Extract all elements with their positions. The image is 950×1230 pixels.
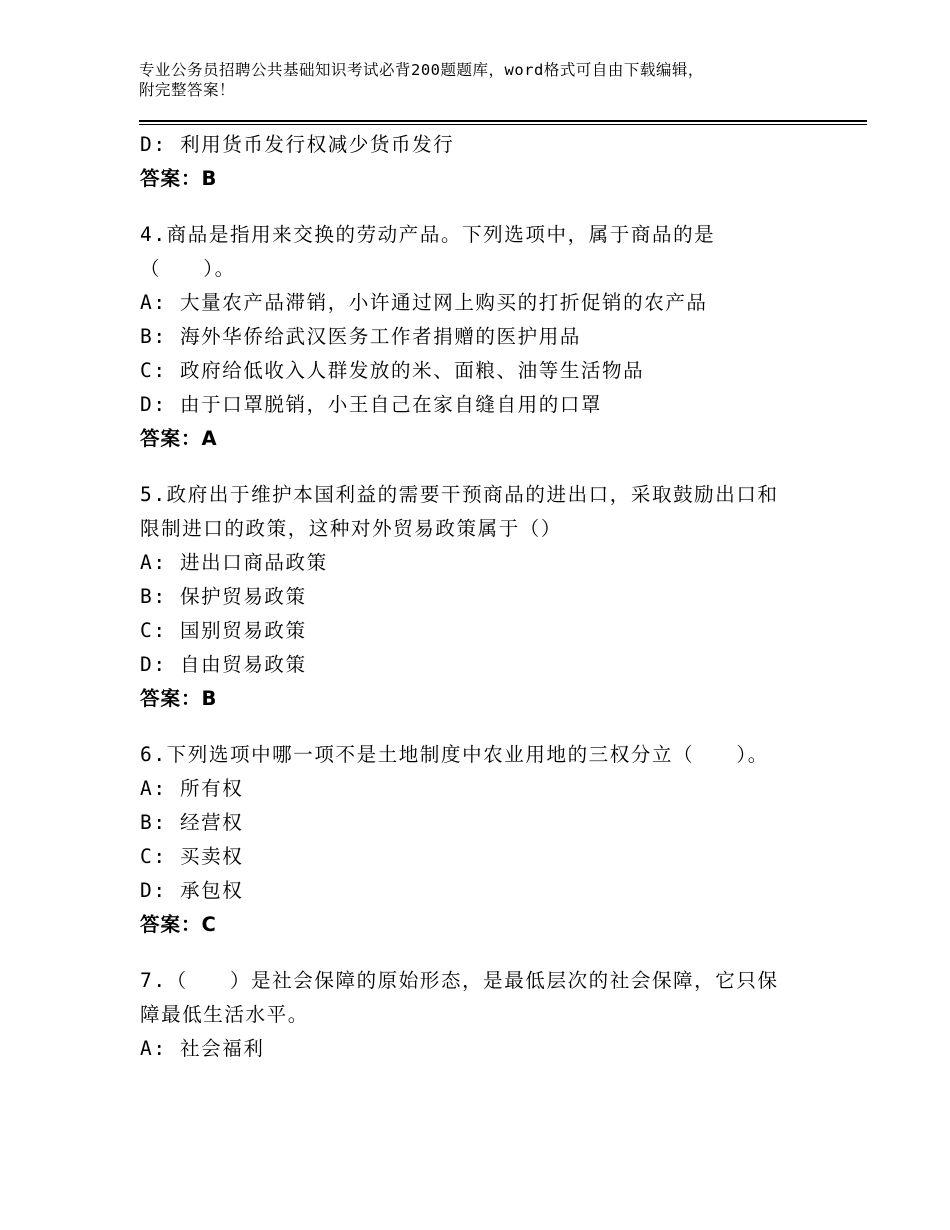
question-6 — [140, 738, 805, 942]
option-d: D: 承包权 — [140, 879, 244, 902]
question-stem: 7.（ ）是社会保障的原始形态，是最低层次的社会保障，它只保 — [140, 969, 779, 992]
option-c: C: 政府给低收入人群发放的米、面粮、油等生活物品 — [140, 359, 645, 382]
header-divider-thick — [139, 120, 867, 122]
option-c: C: 买卖权 — [140, 845, 244, 868]
question-4 — [140, 218, 805, 456]
document-header — [139, 60, 819, 100]
option-a: A: 社会福利 — [140, 1037, 265, 1060]
question-5 — [140, 478, 805, 716]
answer-label: 答案：A — [140, 427, 218, 450]
option-a: A: 进出口商品政策 — [140, 551, 328, 574]
answer-label: 答案：B — [140, 167, 218, 190]
question-3-fragment — [140, 128, 805, 196]
question-7 — [140, 964, 805, 1066]
header-line-2: 附完整答案！ — [139, 81, 236, 99]
option-d: D: 由于口罩脱销，小王自己在家自缝自用的口罩 — [140, 393, 603, 416]
question-stem: 6.下列选项中哪一项不是土地制度中农业用地的三权分立（ ）。 — [140, 743, 769, 766]
question-stem-cont: 限制进口的政策，这种对外贸易政策属于（） — [140, 517, 563, 540]
answer-label: 答案：B — [140, 687, 218, 710]
header-divider-thin — [139, 124, 867, 125]
question-list — [140, 128, 805, 1066]
option-c: C: 国别贸易政策 — [140, 619, 307, 642]
question-stem-cont: 障最低生活水平。 — [140, 1003, 309, 1026]
option-a: A: 所有权 — [140, 777, 244, 800]
option-b: B: 海外华侨给武汉医务工作者捐赠的医护用品 — [140, 325, 581, 348]
question-stem: 5.政府出于维护本国利益的需要干预商品的进出口，采取鼓励出口和 — [140, 483, 779, 506]
option-b: B: 经营权 — [140, 811, 244, 834]
question-stem-cont: （ ）。 — [140, 257, 236, 280]
header-line-1: 专业公务员招聘公共基础知识考试必背200题题库，word格式可自由下载编辑， — [139, 61, 704, 79]
option-a: A: 大量农产品滞销，小许通过网上购买的打折促销的农产品 — [140, 291, 708, 314]
option-d: D: 利用货币发行权减少货币发行 — [140, 133, 455, 156]
option-b: B: 保护贸易政策 — [140, 585, 307, 608]
answer-label: 答案：C — [140, 913, 217, 936]
option-d: D: 自由贸易政策 — [140, 653, 307, 676]
question-stem: 4.商品是指用来交换的劳动产品。下列选项中，属于商品的是 — [140, 223, 716, 246]
